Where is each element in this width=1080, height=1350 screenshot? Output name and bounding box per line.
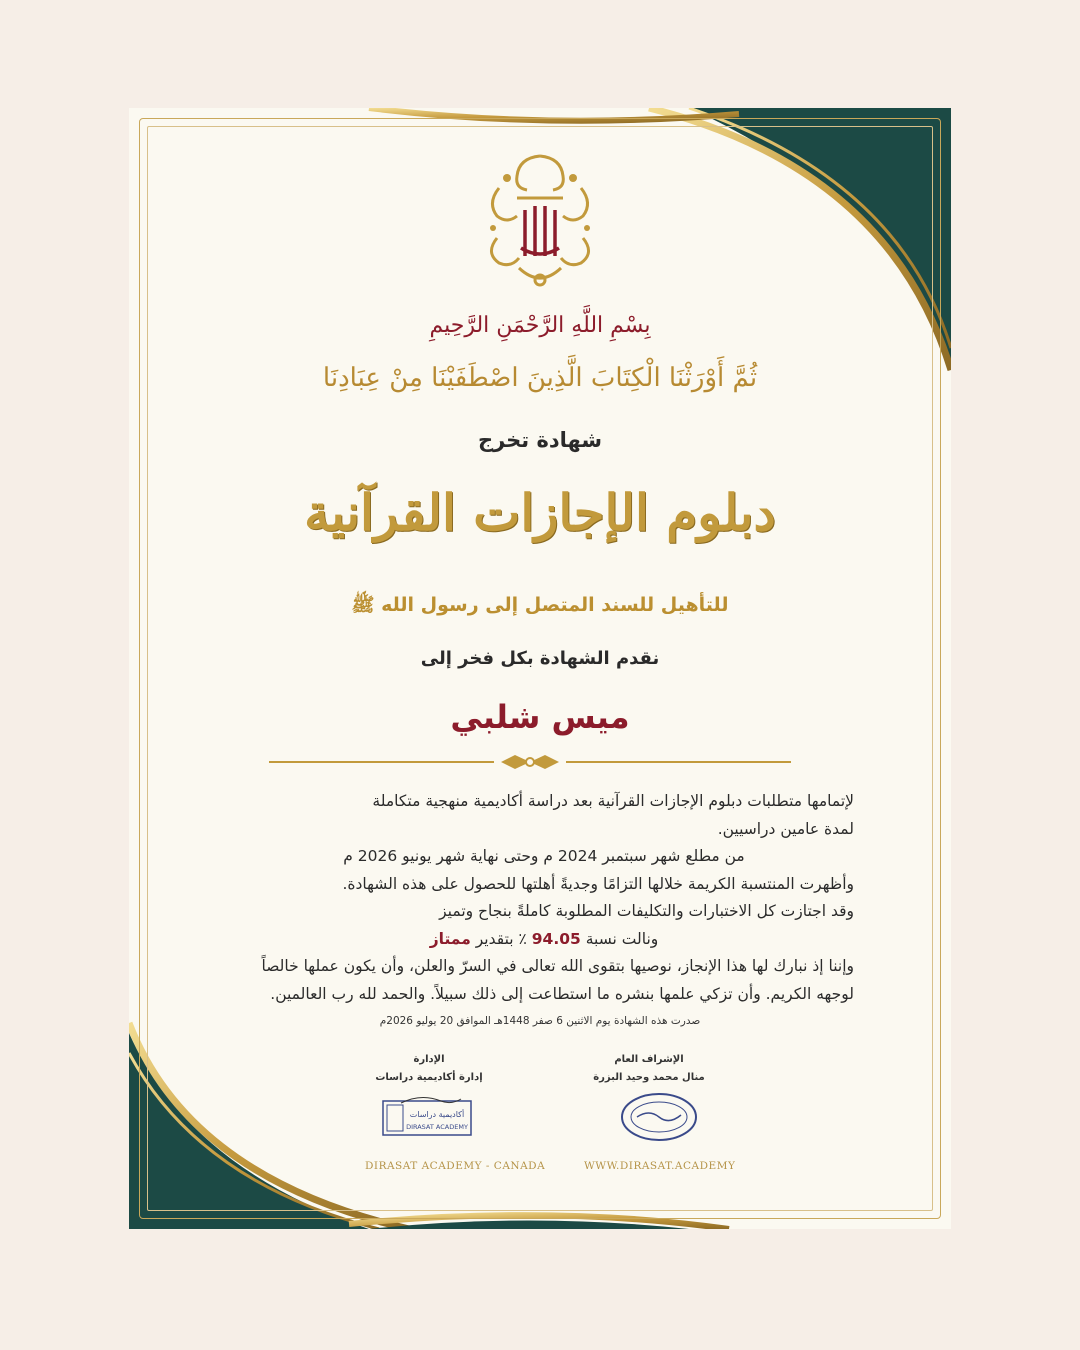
diploma-title: دبلوم الإجازات القرآنية: [304, 483, 776, 542]
presented-to-label: نقدم الشهادة بكل فخر إلى: [420, 648, 660, 669]
admin-title: الإدارة: [413, 1054, 445, 1065]
admin-name: إدارة أكاديمية دراسات: [375, 1072, 483, 1083]
body-line: وأظهرت المنتسبة الكريمة خلالها التزامًا وجديةً أهلتها للحصول على هذه الشهادة.: [342, 874, 854, 893]
body-line: لإتمامها متطلبات دبلوم الإجازات القرآنية بعد دراسة أكاديمية منهجية متكاملة: [372, 792, 854, 810]
stamp-text: أكاديمية دراسات: [409, 1110, 465, 1119]
academy-stamp-icon: [381, 1095, 473, 1141]
stamp-text-en: DIRASAT ACADEMY: [406, 1123, 468, 1131]
grade-line: [234, 926, 854, 954]
diploma-subtitle: للتأهيل للسند المتصل إلى رسول الله ﷺ: [351, 594, 729, 616]
grade-percent: 94.05: [531, 929, 581, 948]
quran-verse: ثُمَّ أَوْرَثْنَا الْكِتَابَ الَّذِينَ اصْطَفَيْنَا مِنْ عِبَادِنَا: [322, 363, 758, 393]
body-line: وقد اجتازت كل الاختبارات والتكليفات المطلوبة كاملةً بنجاح وتميز: [439, 902, 854, 920]
footer-website-link[interactable]: WWW.DIRASAT.ACADEMY: [584, 1160, 736, 1172]
body-line: من مطلع شهر سبتمبر 2024 م وحتى نهاية شهر يونيو 2026 م: [343, 847, 745, 865]
certificate: [129, 108, 951, 1229]
supervision-name: منال محمد وحيد البزرة: [593, 1072, 705, 1083]
certificate-body: [234, 788, 854, 1008]
recipient-name: ميس شلبي: [450, 698, 630, 736]
footer-academy-location: DIRASAT ACADEMY - CANADA: [365, 1160, 546, 1172]
ornamental-divider: [269, 752, 791, 772]
supervision-stamp-icon: [619, 1091, 699, 1143]
grade-mid: ٪ بتقدير: [475, 929, 527, 948]
supervision-signature-block: [569, 1051, 729, 1087]
certificate-type: شهادة تخرج: [477, 428, 603, 452]
body-line: وإننا إذ نبارك لها هذا الإنجاز، نوصيها بتقوى الله تعالى في السرّ والعلن، وأن يكون عملها خالصاً: [261, 957, 854, 975]
body-line: لوجهه الكريم. وأن تزكي علمها بنشره ما استطاعت إلى ذلك سبيلاً. والحمد لله رب العالمين.: [270, 984, 854, 1003]
issue-date-line: صدرت هذه الشهادة يوم الاثنين 6 صفر 1448هـ الموافق 20 يوليو 2026م: [379, 1015, 701, 1027]
basmala: بِسْمِ اللَّهِ الرَّحْمَنِ الرَّحِيمِ: [429, 313, 651, 338]
admin-signature-block: [349, 1051, 509, 1087]
body-line: لمدة عامين دراسيين.: [717, 819, 854, 838]
grade-word: ممتاز: [429, 929, 471, 948]
grade-prefix: ونالت نسبة: [585, 929, 659, 948]
supervision-title: الإشراف العام: [614, 1054, 684, 1065]
